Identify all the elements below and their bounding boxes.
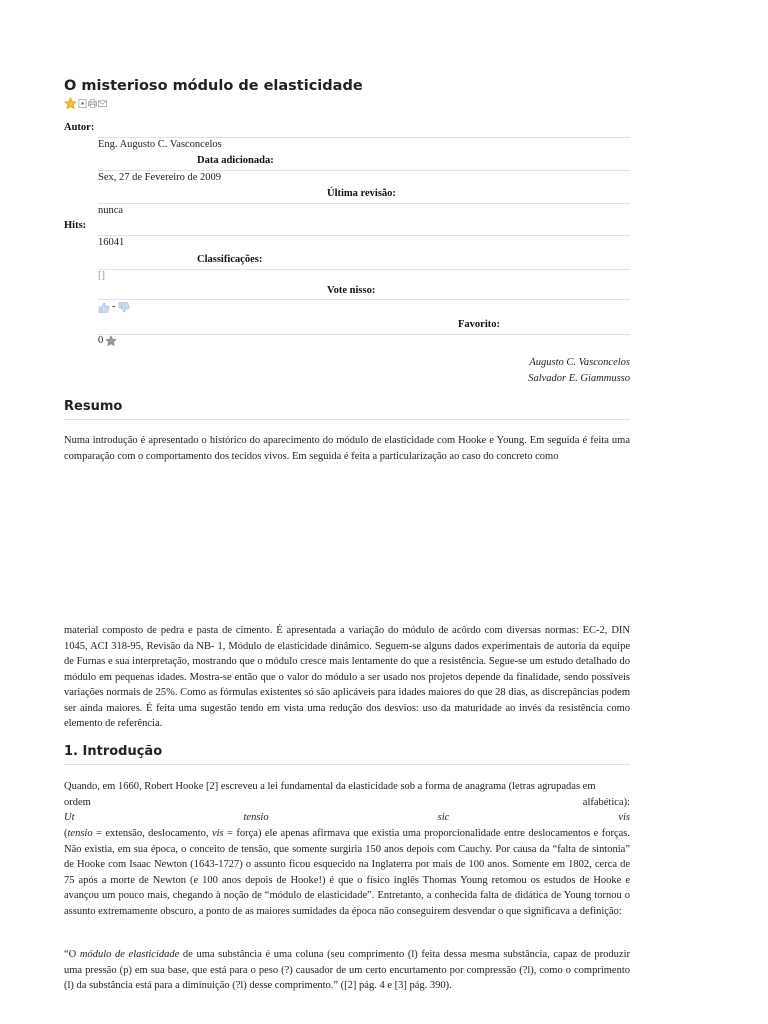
thumbs-down-icon[interactable] bbox=[118, 302, 130, 313]
section-heading-introducao: 1. Introdução bbox=[64, 744, 163, 759]
favorite-star-icon[interactable] bbox=[105, 335, 117, 347]
article-title: O misterioso módulo de elasticidade bbox=[64, 78, 363, 94]
author-names bbox=[528, 355, 630, 387]
term-tensio: tensio bbox=[67, 828, 93, 839]
added-value: Sex, 27 de Fevereiro de 2009 bbox=[98, 172, 222, 183]
intro-text: = força) ele apenas afirmava que existia uma proporcionalidade entre deslocamentos e forças. Não existia, em sua época, o conceito de tensão, que somente surgiria 150 anos depois com Cauchy. Por causa da “falta de sintonia” de Hooke com Isaac Newton (1643-1727) o assunto ficou esquecido na Inglaterra por mais de 100 anos. Somente em 1802, cerca de 75 após a morte de Newton (e 100 anos depois de Hooke!) é que o físico inglês Thomas Young retomou os estudos de Hooke e avançou um pouco mais, chegando à noção de “módulo de elasticidade”. Entretanto, a conhecida falta de didática de Young tornou o assunto extremamente obscuro, a ponto de as maiores sumidades da época não conseguirem desvendar o que significava a definição: bbox=[64, 828, 630, 917]
favorite-count: 0 bbox=[98, 335, 104, 346]
intro-word: alfabética): bbox=[582, 797, 630, 808]
ratings-label: Classificações: bbox=[197, 254, 263, 265]
quote-text: “O bbox=[64, 949, 80, 960]
divider bbox=[98, 235, 630, 236]
favorite-row bbox=[98, 333, 117, 349]
quote-text: de uma substância é uma coluna (seu comprimento (l) feita dessa mesma substância, capaz de produzir uma pressão (p) em sua base, que está para o peso (?) causador de um certo encurtamento por compressão (?l), como o comprimento (l) da substância está para a diminuição (?l) desse comprimento.” ([2] pág. 4 e [3] pág. 390). bbox=[64, 949, 630, 991]
latin-word: sic bbox=[437, 812, 450, 823]
pdf-icon[interactable] bbox=[78, 99, 87, 108]
hits-value: 16041 bbox=[98, 237, 125, 248]
vote-label: Vote nisso: bbox=[327, 285, 376, 296]
divider bbox=[98, 203, 630, 204]
divider bbox=[64, 419, 630, 420]
thumbs-up-icon[interactable] bbox=[98, 302, 110, 313]
quote-term: módulo de elasticidade bbox=[79, 949, 180, 960]
divider bbox=[98, 334, 630, 335]
revision-label: Última revisão: bbox=[327, 188, 396, 199]
latin-anagram bbox=[64, 810, 630, 826]
revision-value: nunca bbox=[98, 205, 124, 216]
author-value: Eng. Augusto C. Vasconcelos bbox=[98, 139, 222, 150]
author-name: Salvador E. Giammusso bbox=[528, 373, 630, 384]
divider bbox=[98, 269, 630, 270]
intro-paragraph: (tensio = extensão, deslocamento, vis = força) ele apenas afirmava que existia uma proporcionalidade entre deslocamentos e forças. Não existia, em sua época, o conceito de tensão, que somente surgiria 150 anos depois com Cauchy. Por causa da “falta de sintonia” de Hooke com Isaac Newton (1643-1727) o assunto ficou esquecido na Inglaterra por mais de 100 anos. Somente em 1802, cerca de 75 após a morte de Newton (e 100 anos depois de Hooke!) é que o físico inglês Thomas Young retomou os estudos de Hooke e avançou um pouco mais, chegando à noção de “módulo de elasticidade”. Entretanto, a conhecida falta de didática de Young tornou o assunto extremamente obscuro, a ponto de as maiores sumidades da época não conseguirem desvendar o que significava a definição: bbox=[64, 828, 630, 917]
latin-word: tensio bbox=[243, 812, 269, 823]
hits-label: Hits: bbox=[64, 220, 87, 231]
latin-word: Ut bbox=[64, 812, 75, 823]
star-icon[interactable] bbox=[64, 97, 77, 110]
divider bbox=[98, 299, 630, 300]
email-icon[interactable] bbox=[98, 99, 107, 108]
vote-separator: - bbox=[112, 301, 116, 312]
author-name: Augusto C. Vasconcelos bbox=[529, 357, 630, 368]
resumo-paragraph-continued: material composto de pedra e pasta de cimento. É apresentada a variação do módulo de acôrdo com diversas normas: EC-2, DIN 1045, ACI 318-95, Revisão da NB- 1, Módulo de elasticidade dinâmico. Seguem-se alguns dados experimentais de autoria da equipe de Furnas e sua interpretação, mostrando que o módulo cresce mais lentamente do que a resistência. Segue-se um estudo detalhado do módulo em pequenas idades. Mostra-se então que o valor do módulo a ser usado nos projetos depende da finalidade, sendo possíveis variações normais de 25%. Como as fórmulas existentes só são aplicáveis para idades maiores do que 28 dias, as discrepâncias podem ser ainda maiores. É feita uma sugestão tendo em vista uma redução dos desvios: uso da maturidade ao invés da resistência como elemento de referência. bbox=[64, 625, 630, 729]
article-page bbox=[64, 0, 630, 1024]
intro-spread-line bbox=[64, 795, 630, 811]
intro-line: Quando, em 1660, Robert Hooke [2] escreveu a lei fundamental da elasticidade sob a forma de anagrama (letras agrupadas em bbox=[64, 781, 596, 792]
term-vis: vis bbox=[211, 828, 224, 839]
added-label: Data adicionada: bbox=[197, 155, 274, 166]
author-label: Autor: bbox=[64, 122, 95, 133]
section-heading-resumo: Resumo bbox=[64, 399, 123, 414]
ratings-value: [] bbox=[98, 270, 105, 281]
young-quote bbox=[64, 947, 630, 994]
print-icon[interactable] bbox=[88, 99, 97, 108]
intro-text: = extensão, deslocamento, bbox=[92, 828, 212, 839]
article-toolbar bbox=[64, 97, 107, 110]
divider bbox=[64, 764, 630, 765]
vote-controls bbox=[98, 299, 130, 315]
favorite-label: Favorito: bbox=[458, 319, 500, 330]
intro-word: ordem bbox=[64, 797, 91, 808]
resumo-paragraph: Numa introdução é apresentado o histórico do aparecimento do módulo de elasticidade com Hooke e Young. Em seguida é feita uma comparação com o comportamento dos tecidos vivos. Em seguida é feita a particularização ao caso do concreto como bbox=[64, 435, 630, 462]
latin-word: vis bbox=[618, 812, 630, 823]
